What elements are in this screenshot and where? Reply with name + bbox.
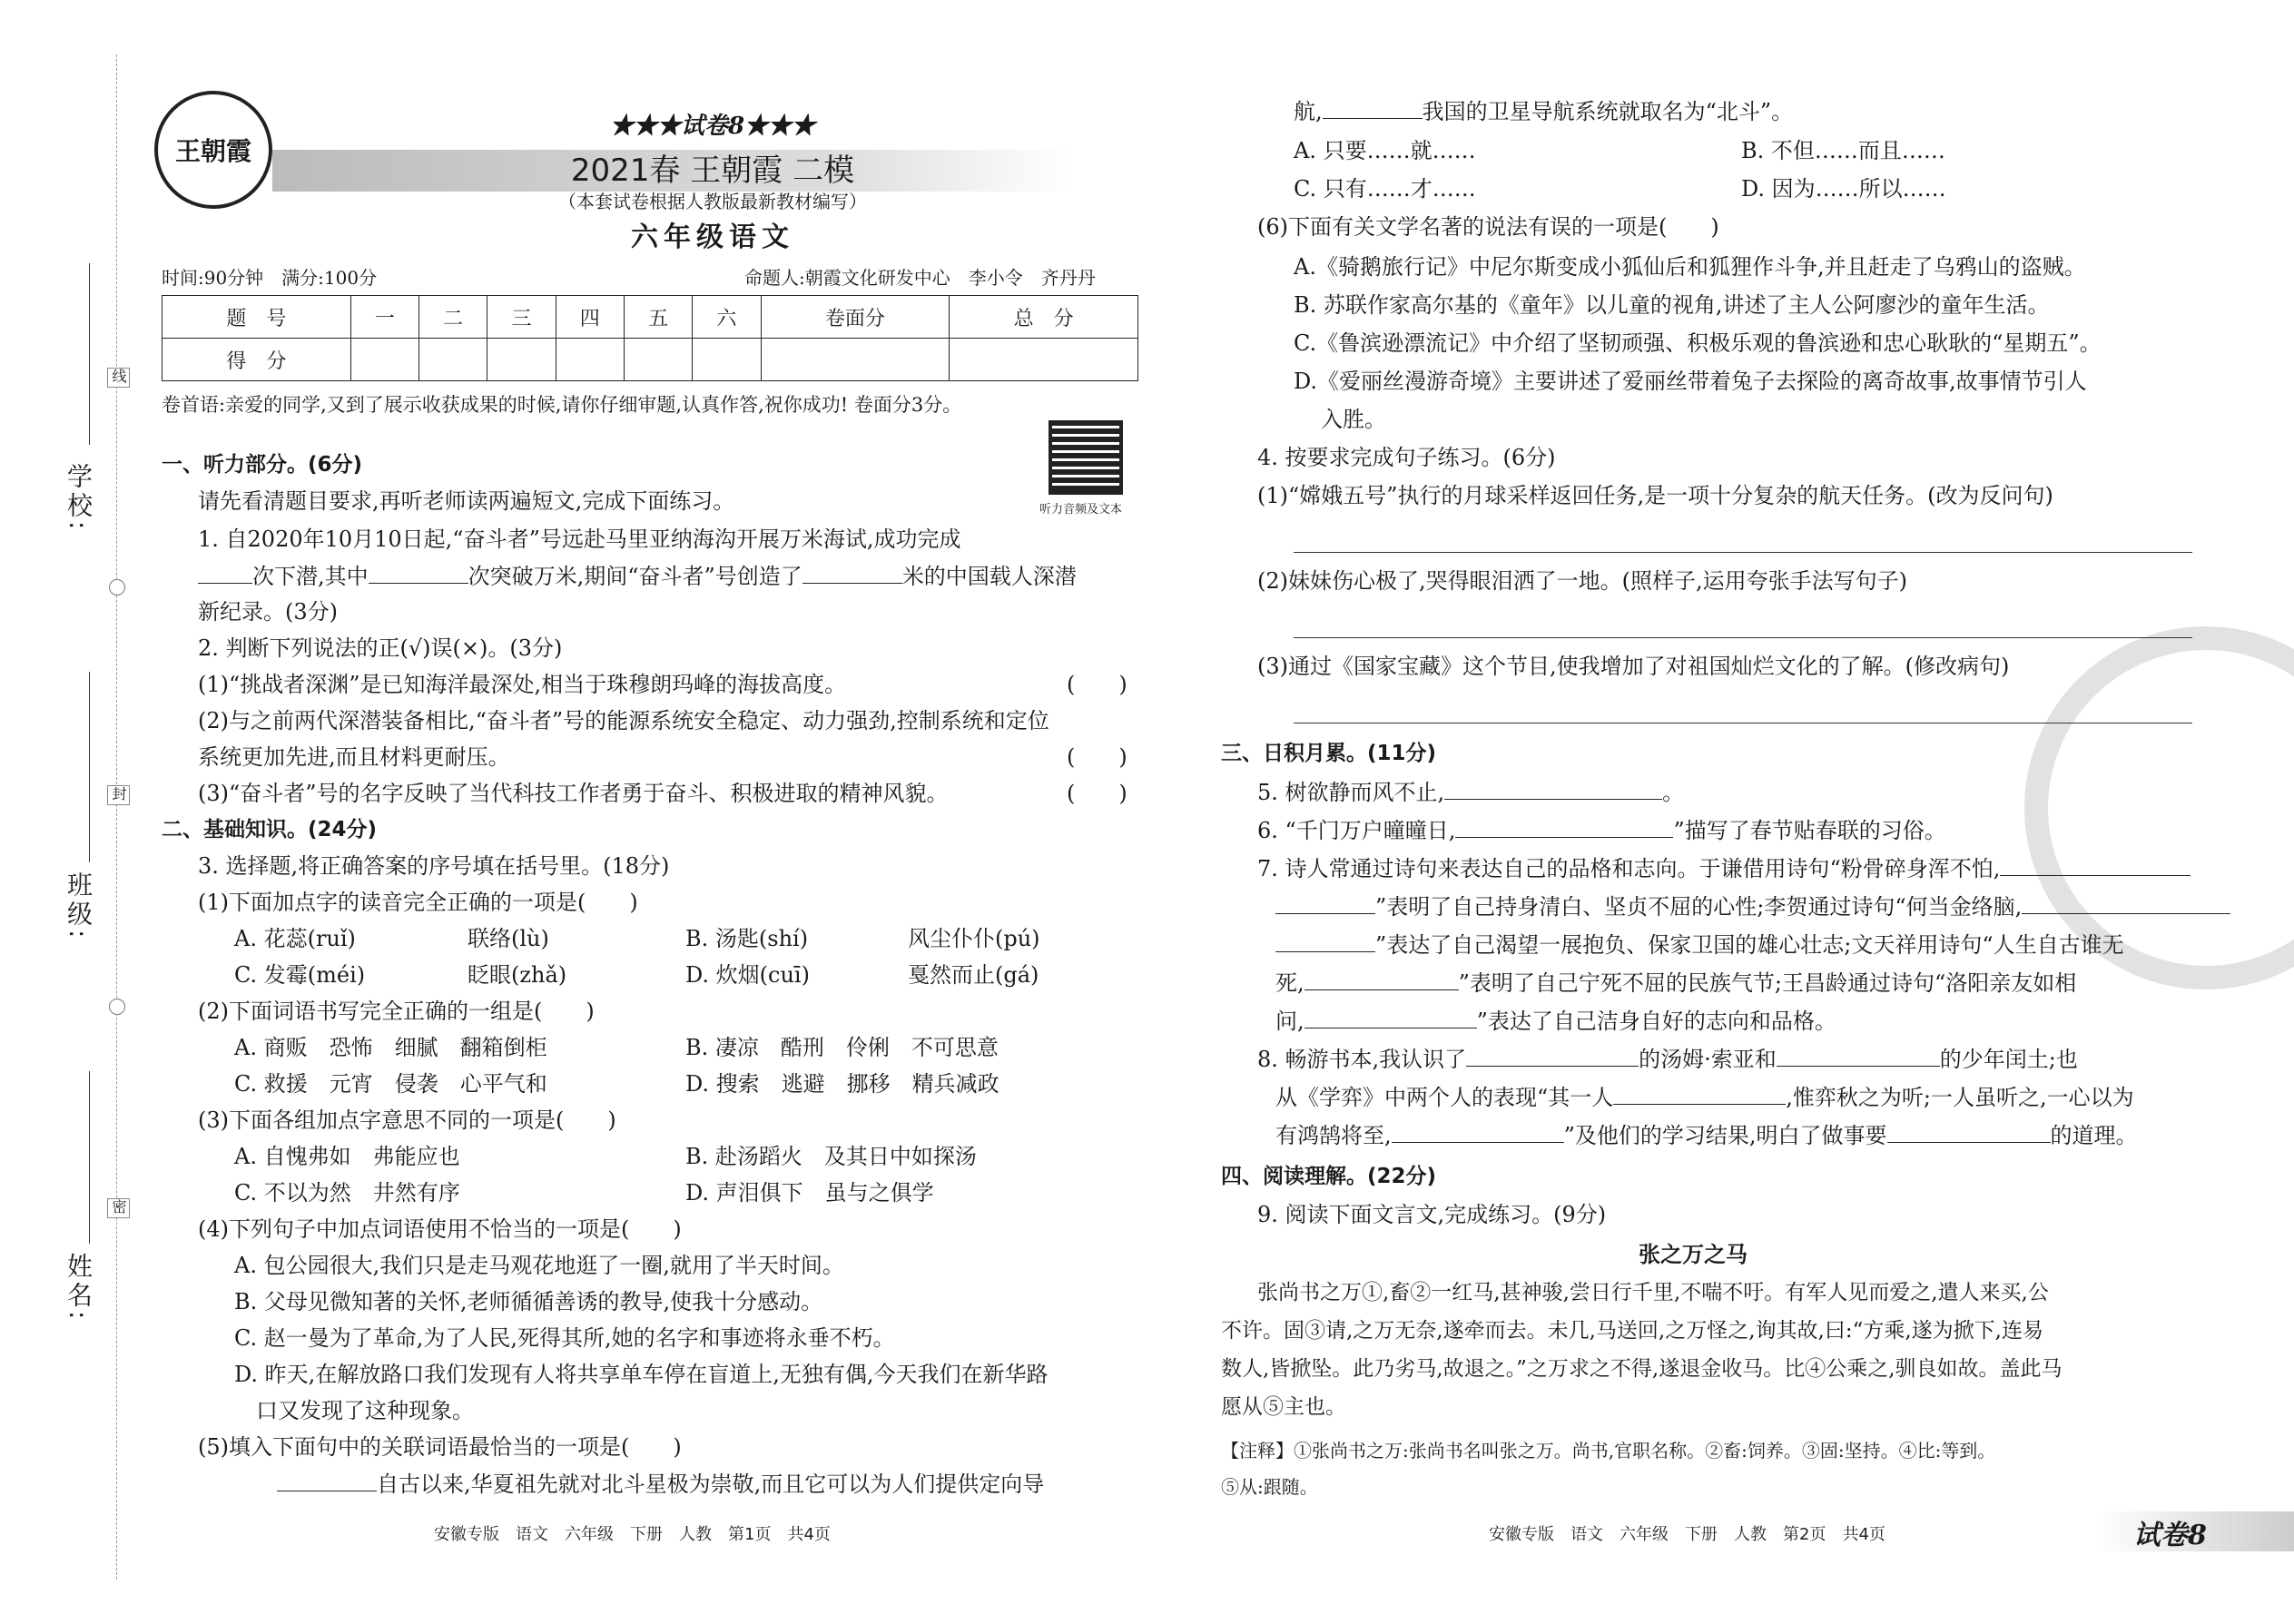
option-text: A. 包公园很大,我们只是走马观花地逛了一圈,就用了半天时间。	[234, 1253, 844, 1278]
score-row-label: 得 分	[162, 339, 351, 381]
passage-text: 愿从⑤主也。	[1221, 1395, 1346, 1419]
score-cell[interactable]	[419, 339, 487, 381]
qr-caption: 听力音频及文本	[1039, 503, 1123, 517]
score-cell[interactable]	[556, 339, 624, 381]
score-cell[interactable]	[950, 339, 1138, 381]
option-text: C. 赵一曼为了革命,为了人民,死得其所,她的名字和事迹将永垂不朽。	[234, 1325, 895, 1351]
score-header-cell: 题 号	[162, 296, 351, 339]
passage-text: 数人,皆掀坠。此乃劣马,故退之。”之万求之不得,遂退金收马。比④公乘之,驯良如故。盖此马	[1221, 1357, 2063, 1381]
statement-text: (1)“挑战者深渊”是已知海洋最深处,相当于珠穆朗玛峰的海拔高度。	[198, 672, 847, 697]
answer-blank[interactable]	[1444, 777, 1662, 800]
section-heading: 三、日积月累。(11分)	[1221, 742, 1437, 765]
question-text: 1. 自2020年10月10日起,“奋斗者”号远赴马里亚纳海沟开展万米海试,成功完成	[198, 527, 961, 552]
binding-line	[116, 54, 117, 1580]
passage-title: 张之万之马	[1639, 1242, 1748, 1267]
binding-hole-icon	[109, 999, 125, 1015]
statement-text: 系统更加先进,而且材料更耐压。	[198, 744, 510, 770]
paper-badge: 试卷8	[2133, 1520, 2207, 1551]
exam-title: 2021春 王朝霞 二模	[570, 153, 855, 189]
score-header-cell: 总 分	[950, 296, 1138, 339]
seal-mark-line: 线	[107, 368, 130, 388]
option-text: B. 赴汤蹈火 及其日中如探汤	[685, 1144, 977, 1169]
annotation-text: ⑤从:跟随。	[1221, 1476, 1318, 1498]
subquestion-text: (4)下列句子中加点词语使用不恰当的一项是( )	[198, 1216, 682, 1242]
score-cell[interactable]	[624, 339, 692, 381]
option-text: C. 不以为然 井然有序	[234, 1180, 460, 1206]
exam-subject: 六年级语文	[631, 221, 794, 253]
option-text: D. 因为……所以……	[1741, 176, 1946, 202]
time-info: 时间:90分钟 满分:100分	[162, 267, 378, 289]
score-header-cell: 一	[350, 296, 418, 339]
option-text: A. 花蕊(ruǐ)	[234, 926, 356, 951]
qr-code-icon[interactable]	[1049, 420, 1123, 495]
question-text: 新纪录。(3分)	[198, 599, 338, 625]
option-text: A. 只要……就……	[1294, 138, 1476, 163]
question-text: 死, ”表明了自己宁死不屈的民族气节;王昌龄通过诗句“洛阳亲友如相	[1275, 968, 2076, 998]
option-text: C.《鲁滨逊漂流记》中介绍了坚韧顽强、积极乐观的鲁滨逊和忠心耿耿的“星期五”。	[1294, 330, 2102, 356]
score-header-cell: 六	[693, 296, 761, 339]
score-header-cell: 四	[556, 296, 624, 339]
score-header-cell: 二	[419, 296, 487, 339]
answer-paren[interactable]: ( )	[1067, 672, 1127, 697]
exam-subtitle: （本套试卷根据人教版最新教材编写）	[558, 191, 867, 212]
score-cell[interactable]	[350, 339, 418, 381]
statement-text: (3)“奋斗者”号的名字反映了当代科技工作者勇于奋斗、积极进取的精神风貌。	[198, 781, 949, 806]
annotation-text: 【注释】①张尚书之万:张尚书名叫张之万。尚书,官职名称。②畜:饲养。③固:坚持。④比:等到。	[1221, 1440, 1996, 1462]
score-cell[interactable]	[487, 339, 556, 381]
subquestion-text: (1)“嫦娥五号”执行的月球采样返回任务,是一项十分复杂的航天任务。(改为反问句)	[1257, 483, 2053, 508]
section-heading: 四、阅读理解。(22分)	[1221, 1165, 1437, 1188]
option-text: 联络(lù)	[468, 926, 549, 951]
question-text: 自古以来,华夏祖先就对北斗星极为崇敬,而且它可以为人们提供定向导	[277, 1469, 1044, 1499]
subquestion-text: (3)通过《国家宝藏》这个节目,使我增加了对祖国灿烂文化的了解。(修改病句)	[1257, 654, 2010, 679]
subquestion-text: (2)下面词语书写完全正确的一组是( )	[198, 999, 595, 1024]
option-text: B. 父母见微知著的关怀,老师循循善诱的教导,使我十分感动。	[234, 1289, 823, 1314]
subquestion-text: (1)下面加点字的读音完全正确的一项是( )	[198, 890, 638, 915]
option-text: B. 凄凉 酷刑 伶俐 不可思意	[685, 1035, 999, 1060]
question-text: 从《学弈》中两个人的表现“其一人 ,惟弈秋之为听;一人虽听之,一心以为	[1275, 1082, 2134, 1112]
seal-mark-secret: 密	[107, 1198, 130, 1218]
intro-text: 卷首语:亲爱的同学,又到了展示收获成果的时候,请你仔细审题,认真作答,祝你成功! 卷面分3分。	[162, 394, 962, 416]
question-text: 2. 判断下列说法的正(√)误(×)。(3分)	[198, 635, 563, 661]
answer-blank[interactable]	[1275, 891, 1375, 914]
score-header-cell: 三	[487, 296, 556, 339]
section-heading: 二、基础知识。(24分)	[162, 818, 378, 842]
passage-text: 不许。固③请,之万无奈,遂牵而去。未几,马送回,之万怪之,询其故,曰:“方乘,遂为掀下,连易	[1221, 1319, 2043, 1343]
page-footer: 安徽专版 语文 六年级 下册 人教 第1页 共4页	[434, 1525, 831, 1544]
school-label: 学校:	[64, 463, 94, 534]
instruction-text: 请先看清题目要求,再听老师读两遍短文,完成下面练习。	[198, 488, 735, 514]
answer-line[interactable]	[1294, 552, 2192, 553]
answer-blank[interactable]	[1777, 1044, 1940, 1067]
answer-blank[interactable]	[1305, 968, 1459, 990]
answer-blank[interactable]	[2022, 891, 2230, 914]
option-text: D. 炊烟(cuī)	[685, 962, 810, 988]
question-text: 问, ”表达了自己洁身自好的志向和品格。	[1275, 1006, 1836, 1036]
answer-blank[interactable]	[198, 561, 252, 584]
answer-blank[interactable]	[2000, 853, 2191, 876]
question-text: 3. 选择题,将正确答案的序号填在括号里。(18分)	[198, 853, 670, 879]
subquestion-text: (2)妹妹伤心极了,哭得眼泪洒了一地。(照样子,运用夸张手法写句子)	[1257, 568, 1907, 594]
option-text: D. 昨天,在解放路口我们发现有人将共享单车停在盲道上,无独有偶,今天我们在新华路	[234, 1362, 1049, 1387]
option-text: A.《骑鹅旅行记》中尼尔斯变成小狐仙后和狐狸作斗争,并且赶走了乌鸦山的盗贼。	[1294, 254, 2086, 280]
option-text: A. 自愧弗如 弗能应也	[234, 1144, 460, 1169]
answer-blank[interactable]	[1392, 1120, 1564, 1143]
brand-logo	[154, 91, 272, 209]
answer-line[interactable]	[1294, 637, 2192, 638]
answer-paren[interactable]: ( )	[1067, 744, 1127, 770]
option-text: 戛然而止(gá)	[908, 962, 1039, 988]
option-text: 口又发现了这种现象。	[256, 1398, 474, 1423]
score-header-cell: 五	[624, 296, 692, 339]
answer-blank[interactable]	[1466, 1044, 1639, 1067]
section-heading: 一、听力部分。(6分)	[162, 453, 363, 477]
option-text: B. 不但……而且……	[1741, 138, 1945, 163]
answer-paren[interactable]: ( )	[1067, 781, 1127, 806]
score-cell[interactable]	[761, 339, 950, 381]
name-label: 姓名:	[64, 1253, 94, 1324]
answer-blank[interactable]	[1455, 815, 1673, 838]
question-text: 6. “千门万户曈曈日, ”描写了春节贴春联的习俗。	[1257, 815, 1946, 845]
page-footer: 安徽专版 语文 六年级 下册 人教 第2页 共4页	[1489, 1525, 1885, 1544]
question-text: 有鸿鹄将至, ”及他们的学习结果,明白了做事要 的道理。	[1275, 1120, 2138, 1150]
answer-blank[interactable]	[1613, 1082, 1786, 1105]
binding-hole-icon	[109, 579, 125, 595]
option-text: 入胜。	[1321, 407, 1386, 432]
option-text: D. 搜索 逃避 挪移 精兵减政	[685, 1071, 999, 1097]
subquestion-text: (5)填入下面句中的关联词语最恰当的一项是( )	[198, 1434, 682, 1460]
question-text: ”表达了自己渴望一展抱负、保家卫国的雄心壮志;文天祥用诗句“人生自古谁无	[1275, 930, 2124, 960]
question-text: 9. 阅读下面文言文,完成练习。(9分)	[1257, 1202, 1607, 1227]
subquestion-text: (3)下面各组加点字意思不同的一项是( )	[198, 1107, 616, 1133]
score-cell[interactable]	[693, 339, 761, 381]
subquestion-text: (6)下面有关文学名著的说法有误的一项是( )	[1257, 214, 1719, 240]
question-text: 8. 畅游书本,我认识了 的汤姆·索亚和 的少年闰土;也	[1257, 1044, 2078, 1074]
answer-blank[interactable]	[1887, 1120, 2051, 1143]
answer-blank[interactable]	[1305, 1006, 1477, 1029]
option-text: D. 声泪俱下 虽与之俱学	[685, 1180, 934, 1206]
question-text: 4. 按要求完成句子练习。(6分)	[1257, 445, 1556, 470]
paper-series: ★★★试卷8★★★	[609, 113, 816, 140]
statement-text: (2)与之前两代深潜装备相比,“奋斗者”号的能源系统安全稳定、动力强劲,控制系统和定位	[198, 708, 1049, 733]
brand-logo-text: 王朝霞	[174, 136, 251, 166]
class-label: 班级:	[64, 871, 94, 942]
question-text: 5. 树欲静而风不止, 。	[1257, 777, 1684, 807]
answer-blank[interactable]	[369, 561, 468, 584]
question-text: 航, 我国的卫星导航系统就取名为“北斗”。	[1294, 96, 1793, 126]
author-info: 命题人:朝霞文化研发中心 李小令 齐丹丹	[744, 267, 1096, 289]
option-text: 风尘仆仆(pú)	[908, 926, 1040, 951]
score-header-cell: 卷面分	[761, 296, 950, 339]
option-text: A. 商贩 恐怖 细腻 翻箱倒柜	[234, 1035, 547, 1060]
option-text: B. 汤匙(shí)	[685, 926, 809, 951]
answer-blank[interactable]	[1323, 96, 1423, 119]
score-table	[162, 295, 1138, 381]
question-text: ”表明了自己持身清白、坚贞不屈的心性;李贺通过诗句“何当金络脑,	[1275, 891, 2230, 921]
option-text: 眨眼(zhǎ)	[468, 962, 567, 988]
option-text: C. 发霉(méi)	[234, 962, 366, 988]
passage-text: 张尚书之万①,畜②一红马,甚神骏,尝日行千里,不喘不吁。有军人见而爱之,遣人来买,公	[1257, 1281, 2049, 1304]
option-text: C. 只有……才……	[1294, 176, 1476, 202]
answer-blank[interactable]	[1275, 930, 1375, 952]
answer-blank[interactable]	[802, 561, 902, 584]
option-text: C. 救援 元宵 侵袭 心平气和	[234, 1071, 547, 1097]
question-text: 次下潜,其中 次突破万米,期间“奋斗者”号创造了 米的中国载人深潜	[198, 561, 1077, 591]
option-text: D.《爱丽丝漫游奇境》主要讲述了爱丽丝带着兔子去探险的离奇故事,故事情节引人	[1294, 369, 2087, 394]
option-text: B. 苏联作家高尔基的《童年》以儿童的视角,讲述了主人公阿廖沙的童年生活。	[1294, 292, 2050, 318]
answer-blank[interactable]	[277, 1469, 377, 1491]
binding-sidebar	[0, 0, 154, 1624]
question-text: 7. 诗人常通过诗句来表达自己的品格和志向。于谦借用诗句“粉骨碎身浑不怕,	[1257, 853, 2191, 883]
seal-mark-seal: 封	[107, 785, 130, 805]
